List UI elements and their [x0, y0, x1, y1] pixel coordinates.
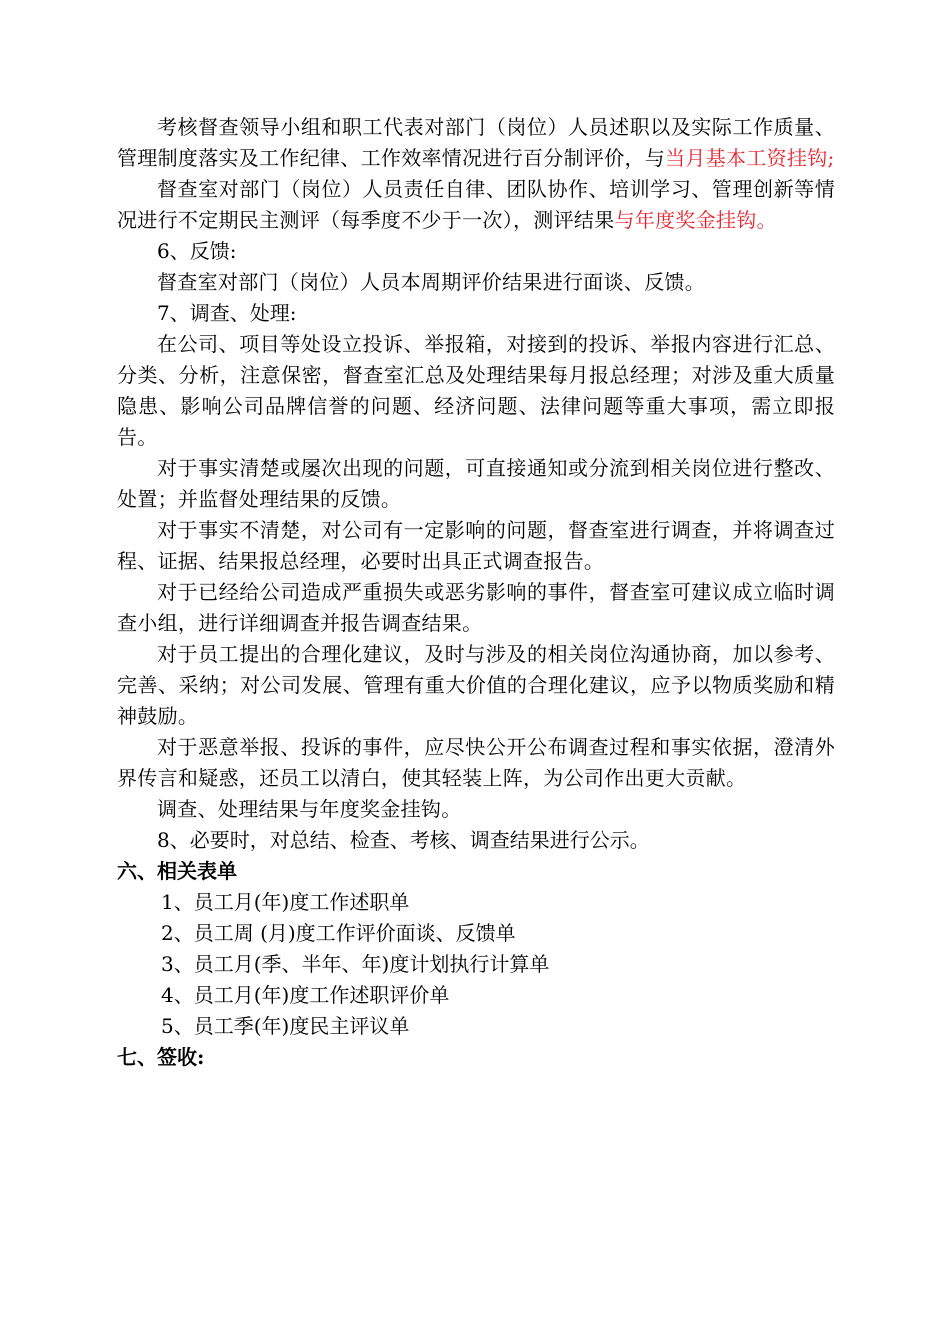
paragraph-evaluation [117, 112, 835, 174]
item-publicize: 8、必要时，对总结、检查、考核、调查结果进行公示。 [157, 828, 650, 852]
list-item: 3、员工月(季、半年、年)度计划执行计算单 [161, 952, 550, 976]
list-item: 5、员工季(年)度民主评议单 [161, 1014, 410, 1038]
list-item: 4、员工月(年)度工作述职评价单 [161, 983, 450, 1007]
paragraph-complaint-box: 在公司、项目等处设立投诉、举报箱，对接到的投诉、举报内容进行汇总、分类、分析，注意保密，督查室汇总及处理结果每月报总经理；对涉及重大质量隐患、影响公司品牌信誉的问题、经济问题、法律问题等重大事项，需立即报告。 [117, 332, 835, 449]
paragraph-results-bonus: 调查、处理结果与年度奖金挂钩。 [157, 797, 462, 821]
highlight-text: 与年度奖金挂钩。 [614, 208, 777, 232]
paragraph-text: 考核督查领导小组和职工代表对部门（岗位）人员述职以及实际工作质量、管理制度落实及工作纪律、工作效率情况进行百分制评价，与 [117, 115, 835, 170]
paragraph-suggestions: 对于员工提出的合理化建议，及时与涉及的相关岗位沟通协商，加以参考、完善、采纳；对公司发展、管理有重大价值的合理化建议，应予以物质奖励和精神鼓励。 [117, 642, 835, 728]
paragraph-serious-loss: 对于已经给公司造成严重损失或恶劣影响的事件，督查室可建议成立临时调查小组，进行详细调查并报告调查结果。 [117, 580, 835, 635]
list-item: 1、员工月(年)度工作述职单 [161, 890, 410, 914]
document-body [117, 112, 835, 1073]
paragraph-democratic-review [117, 174, 835, 236]
paragraph-unclear-facts: 对于事实不清楚，对公司有一定影响的问题，督查室进行调查，并将调查过程、证据、结果报总经理，必要时出具正式调查报告。 [117, 518, 835, 573]
section-heading-forms: 六、相关表单 [117, 859, 237, 883]
forms-list [117, 887, 835, 1042]
list-item: 2、员工周 (月)度工作评价面谈、反馈单 [161, 921, 516, 945]
section-heading-sign: 七、签收: [117, 1045, 205, 1069]
item-investigation-title: 7、调查、处理: [157, 301, 297, 325]
paragraph-clear-facts: 对于事实清楚或屡次出现的问题，可直接通知或分流到相关岗位进行整改、处置；并监督处理结果的反馈。 [117, 456, 835, 511]
item-feedback-title: 6、反馈: [157, 239, 237, 263]
paragraph-text: 督查室对部门（岗位）人员责任自律、团队协作、培训学习、管理创新等情况进行不定期民主测评（每季度不少于一次），测评结果 [117, 177, 835, 232]
paragraph-feedback: 督查室对部门（岗位）人员本周期评价结果进行面谈、反馈。 [157, 270, 706, 294]
paragraph-malicious-report: 对于恶意举报、投诉的事件，应尽快公开公布调查过程和事实依据，澄清外界传言和疑惑，还员工以清白，使其轻装上阵，为公司作出更大贡献。 [117, 735, 835, 790]
highlight-text: 当月基本工资挂钩; [665, 146, 835, 170]
